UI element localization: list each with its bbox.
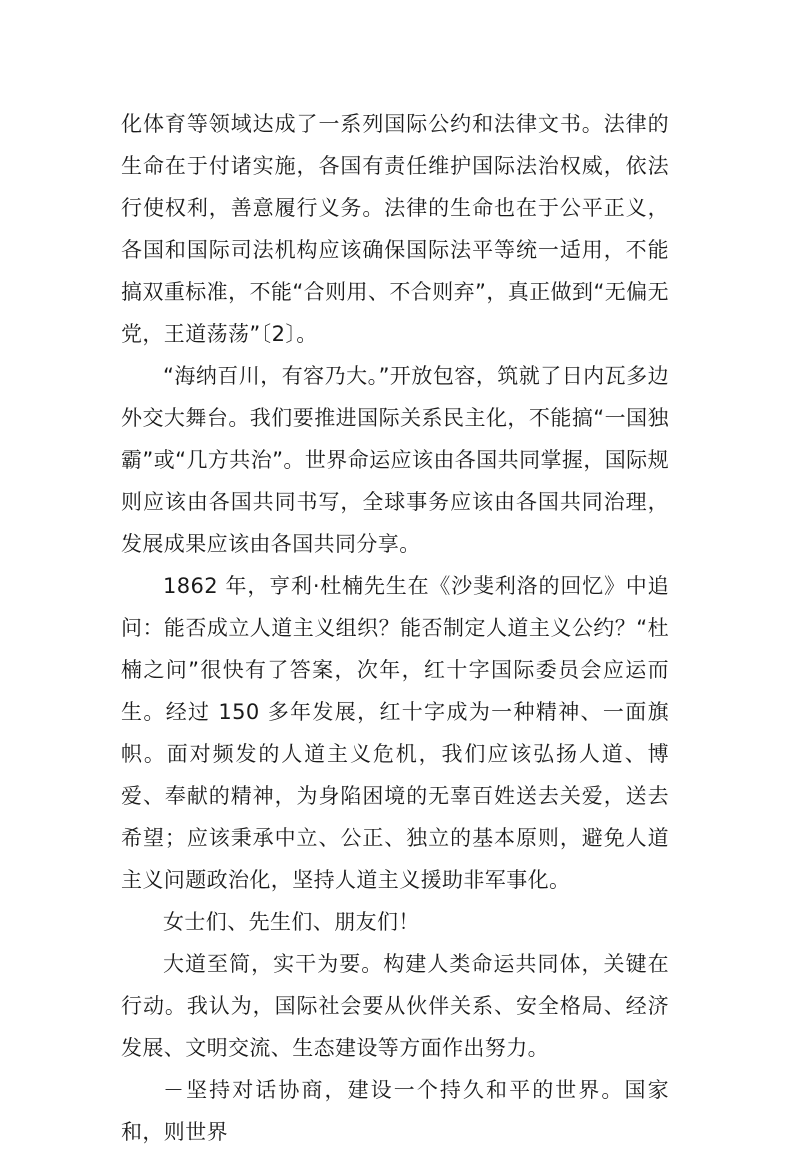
paragraph-law-continuation: 化体育等领域达成了一系列国际公约和法律文书。法律的生命在于付诸实施，各国有责任维护国际法治权威，依法行使权利，善意履行义务。法律的生命也在于公平正义，各国和国际司法机构应该确保国际法平等统一适用，不能搞双重标准，不能“合则用、不合则弃”，真正做到“无偏无党，王道荡荡”〔2〕。 <box>121 112 669 346</box>
paragraph-openness: “海纳百川，有容乃大。”开放包容，筑就了日内瓦多边外交大舞台。我们要推进国际关系民主化，不能搞“一国独霸”或“几方共治”。世界命运应该由各国共同掌握，国际规则应该由各国共同书写，全球事务应该由各国共同治理，发展成果应该由各国共同分享。 <box>121 364 669 556</box>
paragraph-action: 大道至简，实干为要。构建人类命运共同体，关键在行动。我认为，国际社会要从伙伴关系、安全格局、经济发展、文明交流、生态建设等方面作出努力。 <box>121 952 669 1060</box>
document-body <box>121 103 669 1153</box>
paragraph-red-cross: 1862 年，亨利·杜楠先生在《沙斐利洛的回忆》中追问：能否成立人道主义组织？能否制定人道主义公约？“杜楠之问”很快有了答案，次年，红十字国际委员会应运而生。经过 150 多年发展，红十字成为一种精神、一面旗帜。面对频发的人道主义危机，我们应该弘扬人道、博爱、奉献的精神，为身陷困境的无辜百姓送去关爱，送去希望；应该秉承中立、公正、独立的基本原则，避免人道主义问题政治化，坚持人道主义援助非军事化。 <box>121 574 669 892</box>
paragraph-salutation: 女士们、先生们、朋友们！ <box>163 910 420 934</box>
paragraph-dialogue: －坚持对话协商，建设一个持久和平的世界。国家和，则世界 <box>121 1078 669 1144</box>
